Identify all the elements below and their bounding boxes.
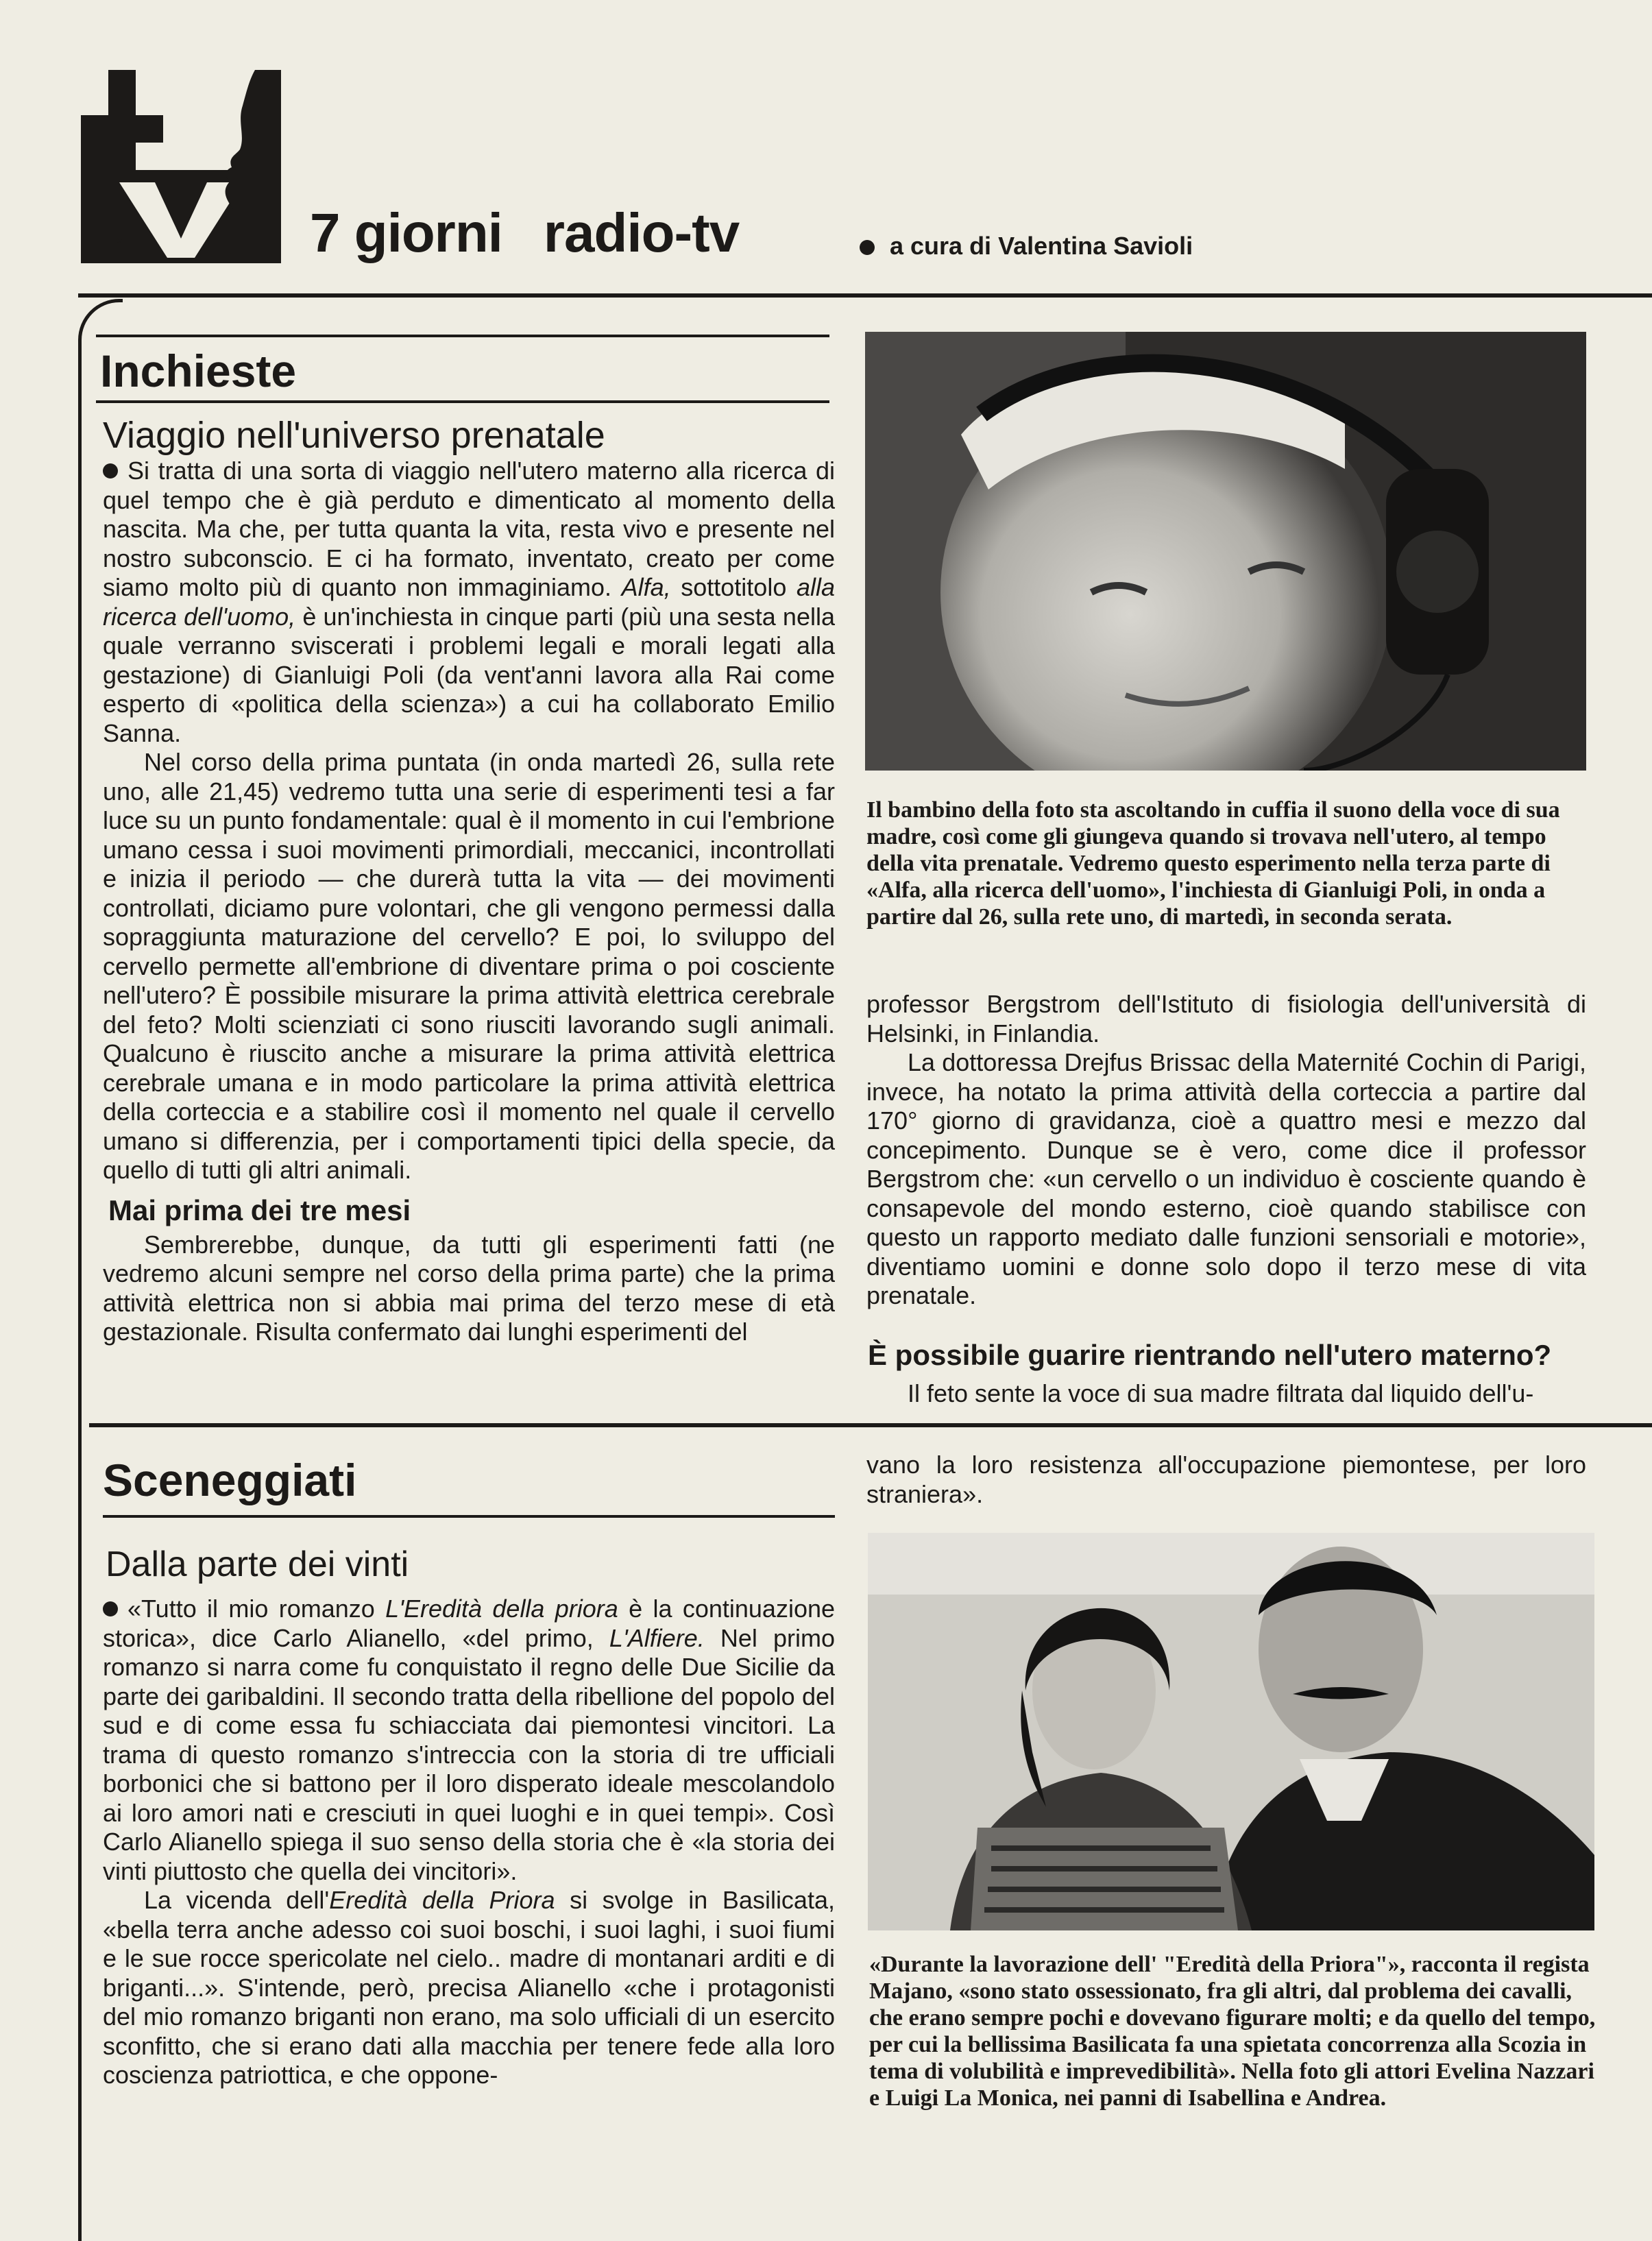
svg-text:tv: tv [117, 237, 122, 245]
article-title-vinti: Dalla parte dei vinti [106, 1545, 409, 1584]
section-rule [103, 1515, 835, 1518]
caption-prenatale: Il bambino della foto sta ascoltando in cuffia il suono della voce di sua madre, così come gli giungeva quando si trovava nell'utero, al tempo della vita prenatale. Vedremo questo esperimento nella terza parte di «Alfa, alla ricerca dell'uomo», l'inchiesta di Gianluigi Poli, in onda a partire dal 26, sulla rete uno, di martedì, in seconda serata. [866, 797, 1560, 930]
subhead-tre-mesi: Mai prima dei tre mesi [108, 1194, 411, 1226]
photo-child-headphones [865, 332, 1586, 771]
bullet-icon [103, 1601, 118, 1616]
photo-actors-nazzari-la-monica [868, 1533, 1594, 1930]
article-body-prenatale-continued: professor Bergstrom dell'Istituto di fisiologia dell'università di Helsinki, in Finlandia. La dottoressa Drejfus Brissac della Maternité Cochin di Parigi, invece, ha notato la prima attività della corteccia a partire dal 170° giorno di gravidanza, cioè a quattro mesi e mezzo dal concepimento. Dunque se è vero, come dice il professor Bergstrom che: «un cervello o un individuo è cosciente quando è consapevole del mondo esterno, cioè quando stabilisce con questo un rapporto mediato dalle funzioni sensoriali e motorie», diventiamo uomini e donne solo dopo il terzo mese di vita prenatale. [866, 990, 1586, 1309]
article-title-prenatale: Viaggio nell'universo prenatale [103, 415, 605, 456]
article-body-prenatale: Si tratta di una sorta di viaggio nell'utero materno alla ricerca di quel tempo che è già perduto e dimenticato al momento della nascita. Ma che, per tutta quanta la vita, resta vivo e presente nel nostro subconscio. E ci ha formato, inventato, creato per come siamo molto più di quanto non immaginiamo. Alfa, sottotitolo alla ricerca dell'uomo, è un'inchiesta in cinque parti (più una sesta nella quale verranno sviscerati i problemi legali e morali legati alla gestazione) di Gianluigi Poli (da vent'anni lavora alla Rai come esperto di «politica della scienza») a cui ha collaborato Emilio Sanna. Nel corso della prima puntata (in onda martedì 26, sulla rete uno, alle 21,45) vedremo tutta una serie di esperimenti tesi a far luce su un punto fondamentale: qual è il momento in cui l'embrione umano cessa i suoi movimenti primordiali, meccanici, incontrollati e inizia il periodo — che durerà tutta la vita — dei movimenti controllati, diciamo pure volontari, che gli vengono permessi dalla sopraggiunta maturazione del cervello? E poi, lo sviluppo del cervello permette all'embrione di diventare prima o poi cosciente nell'utero? È possibile misurare la prima attività elettrica cerebrale del feto? Molti scienziati ci sono riusciti lavorando sugli animali. Qualcuno è riuscito anche a misurare la prima attività elettrica cerebrale umana e in modo particolare la prima attività elettrica della corteccia e a stabilire così il momento nel quale il cervello umano si differenzia, per i comportamenti tipici della specie, da quello di tutti gli altri animali. Mai prima dei tre mesi Sembrerebbe, dunque, da tutti gli esperimenti fatti (ne vedremo alcuni sempre nel corso della prima parte) che la prima attività elettrica non si abbia mai prima del terzo mese di età gestazionale. Risulta confermato dai lunghi esperimenti del [103, 457, 836, 1346]
section-divider [89, 1423, 1652, 1427]
bullet-icon [103, 463, 118, 479]
section-title-inchieste: Inchieste [100, 346, 297, 396]
tv-logo [78, 67, 284, 266]
subhead-guarire: È possibile guarire rientrando nell'utero materno? [868, 1339, 1552, 1371]
masthead-credit: a cura di Valentina Savioli [890, 232, 1193, 260]
article-body-vinti: «Tutto il mio romanzo L'Eredità della priora è la continuazione storica», dice Carlo Alianello, «del primo, L'Alfiere. Nel primo romanzo si narra come fu conquistato il regno delle Due Sicilie da parte dei garibaldini. Il secondo tratta della ribellione del popolo del sud e di come essa fu schiacciata dai piemontesi vincitori. La trama di questo romanzo s'intreccia con la storia di tre ufficiali borbonici che si battono per il loro disperato ideale mescolandolo ai loro amori nati e cresciuti in quei luoghi e in quei tempi». Così Carlo Alianello spiega il suo senso della storia che è «la storia dei vinti piuttosto che quella dei vincitori». La vicenda dell'Eredità della Priora si svolge in Basilicata, «bella terra anche adesso coi suoi boschi, i suoi laghi, i suoi fiumi e le sue rocce spericolate nel cielo.. madre di montanari arditi e di briganti...». S'intende, però, precisa Alianello «che i protagonisti del mio romanzo briganti non erano, ma solo ufficiali di un esercito sconfitto, che si erano dati alla macchia per tenere fede alla loro coscienza patriottica, e che oppone- [103, 1595, 836, 2089]
masthead-rule [78, 293, 1652, 298]
section-rule [96, 335, 829, 337]
article-body-prenatale-end: Il feto sente la voce di sua madre filtrata dal liquido dell'u- [908, 1379, 1534, 1407]
masthead-bullet [860, 240, 875, 255]
masthead-title: 7 giorni radio-tv [310, 202, 740, 263]
section-rule [96, 400, 829, 403]
section-title-sceneggiati: Sceneggiati [103, 1455, 357, 1505]
caption-vinti: «Durante la lavorazione dell' "Eredità della Priora"», racconta il regista Majano, «sono stato ossessionato, fra gli altri, dal problema dei cavalli, che erano sempre pochi e dovevano figurare molti; e da quello del tempo, per cui la bellissima Basilicata fa una spietata concorrenza alla Scozia in tema di volubilità e imprevedibilità». Nella foto gli attori Evelina Nazzari e Luigi La Monica, nei panni di Isabellina e Andrea. [869, 1952, 1596, 2111]
article-body-vinti-continued: vano la loro resistenza all'occupazione piemontese, per loro straniera». [866, 1451, 1586, 1508]
